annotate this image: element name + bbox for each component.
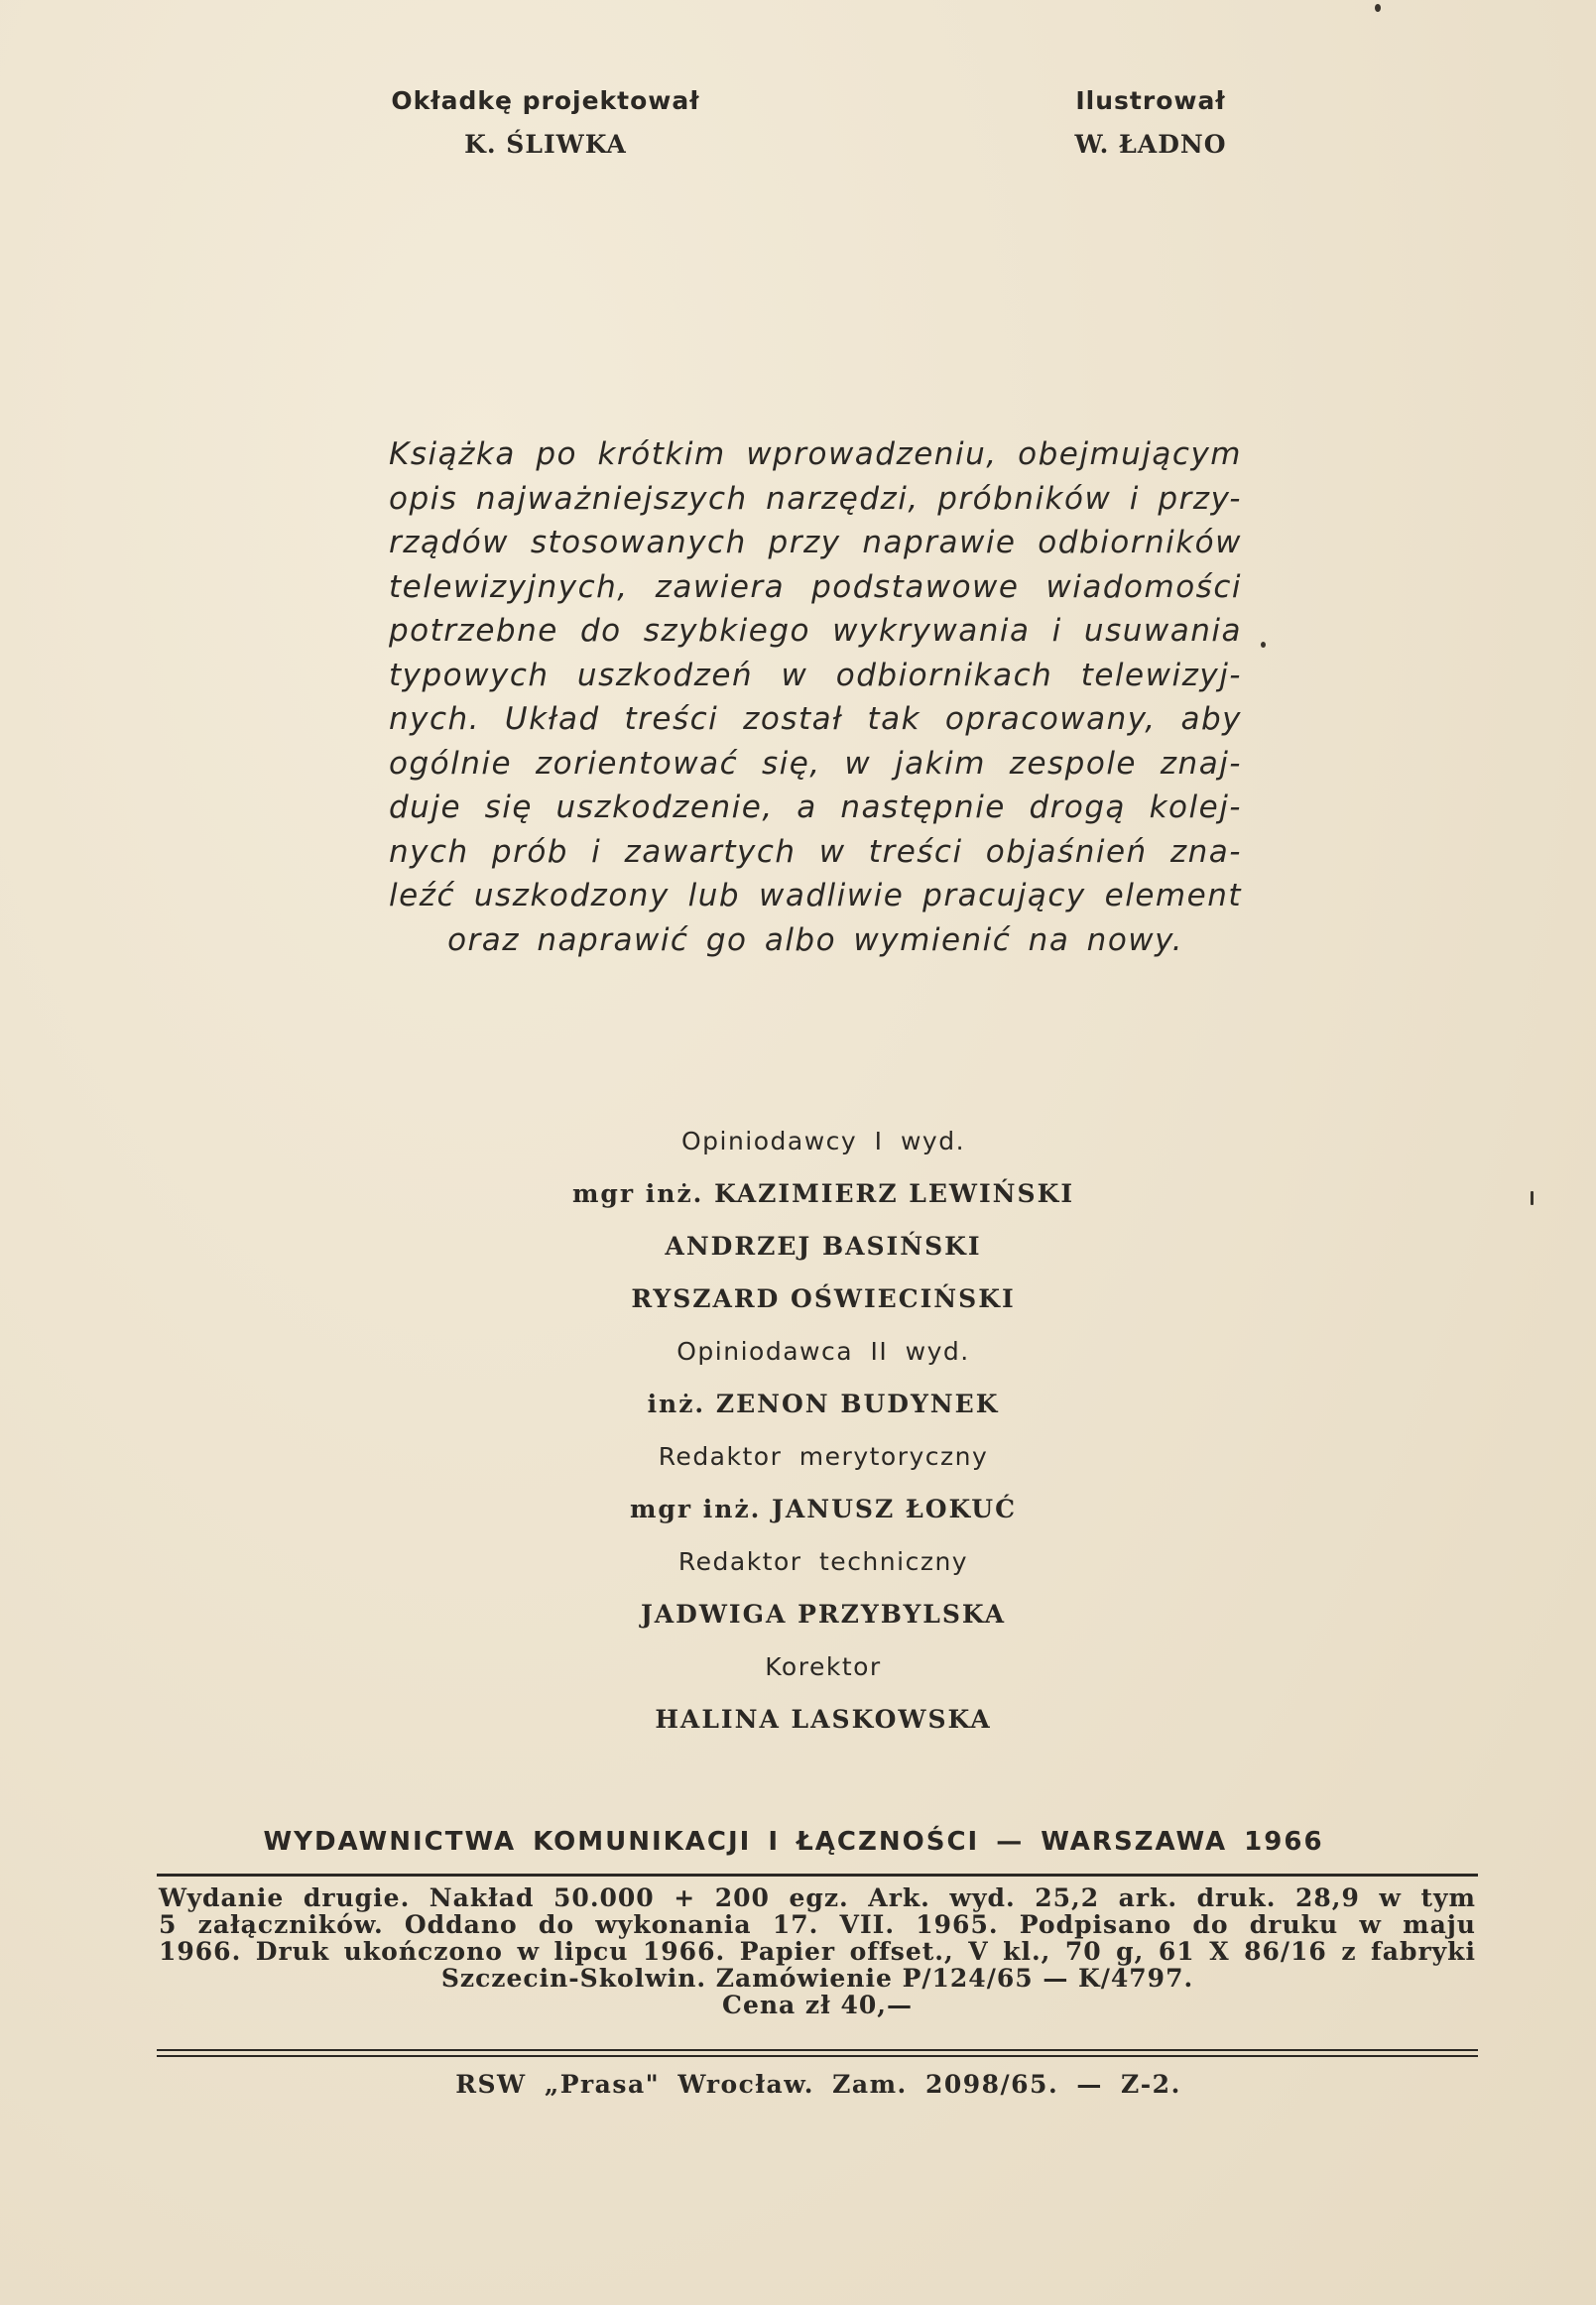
paper-speck: [1531, 1191, 1534, 1205]
proofreader-label: Korektor: [765, 1652, 882, 1681]
illustrator-credit: [992, 79, 1309, 167]
second-edition-reviewer-name: inż. ZENON BUDYNEK: [647, 1390, 1000, 1418]
content-editor-name: mgr inż. JANUSZ ŁOKUĆ: [629, 1495, 1018, 1523]
summary-line: typowych uszkodzeń w odbiornikach telewizyj-: [389, 657, 1242, 693]
reviewer-name: ANDRZEJ BASIŃSKI: [665, 1232, 982, 1261]
illustrator-name: W. ŁADNO: [1074, 130, 1227, 159]
proofreader-name: HALINA LASKOWSKA: [655, 1705, 992, 1734]
paper-speck: [1375, 4, 1381, 12]
reviewer-name: mgr inż. KAZIMIERZ LEWIŃSKI: [571, 1179, 1075, 1208]
summary-line: rządów stosowanych przy naprawie odbiorników: [389, 525, 1242, 560]
summary-line: telewizyjnych, zawiera podstawowe wiadomości: [389, 568, 1242, 605]
summary-line: nych prób i zawartych w treści objaśnień zna-: [389, 833, 1242, 870]
printing-line: Szczecin-Skolwin. Zamówienie P/124/65 — K/4797.: [440, 1964, 1194, 1993]
summary-line: ogólnie zorientować się, w jakim zespole znaj-: [389, 745, 1242, 782]
printing-line: Wydanie drugie. Nakład 50.000 + 200 egz. Ark. wyd. 25,2 ark. druk. 28,9 w tym: [159, 1883, 1476, 1912]
editorial-staff: [397, 1115, 1250, 1746]
paper-speck: [1261, 642, 1266, 648]
illustrator-role: Ilustrował: [1075, 86, 1226, 115]
printing-details: [159, 1884, 1476, 2018]
summary-line: opis najważniejszych narzędzi, próbników i przy-: [389, 480, 1242, 517]
printer-imprint: RSW „Prasa" Wrocław. Zam. 2098/65. — Z-2.: [455, 2070, 1181, 2099]
summary-line: duje się uszkodzenie, a następnie drogą kolej-: [389, 789, 1242, 825]
summary-line: nych. Układ treści został tak opracowany, aby: [389, 701, 1242, 737]
summary-line: potrzebne do szybkiego wykrywania i usuwania: [389, 613, 1242, 649]
price-line: Cena zł 40,—: [722, 1991, 913, 2019]
technical-editor-name: JADWIGA PRZYBYLSKA: [640, 1600, 1007, 1629]
book-summary: [389, 432, 1242, 962]
double-divider-rule-bottom: [157, 2055, 1478, 2057]
second-edition-reviewer-label: Opiniodawca II wyd.: [676, 1337, 970, 1366]
summary-line: oraz naprawić go albo wymienić na nowy.: [447, 921, 1183, 958]
double-divider-rule-top: [157, 2049, 1478, 2051]
summary-line: leźć uszkodzony lub wadliwie pracujący element: [389, 878, 1242, 913]
cover-designer-credit: [337, 79, 754, 167]
cover-designer-name: K. ŚLIWKA: [464, 130, 627, 159]
technical-editor-label: Redaktor techniczny: [677, 1547, 969, 1576]
printing-line: 1966. Druk ukończono w lipcu 1966. Papier offset., V kl., 70 g, 61 X 86/16 z fabryki: [159, 1937, 1476, 1966]
cover-designer-role: Okładkę projektował: [391, 86, 700, 115]
printing-line: 5 załączników. Oddano do wykonania 17. VII. 1965. Podpisano do druku w maju: [159, 1910, 1476, 1939]
publisher-line: WYDAWNICTWA KOMUNIKACJI I ŁĄCZNOŚCI — WARSZAWA 1966: [263, 1827, 1324, 1857]
first-edition-reviewers-label: Opiniodawcy I wyd.: [680, 1127, 966, 1155]
summary-line: Książka po krótkim wprowadzeniu, obejmującym: [389, 436, 1242, 472]
reviewer-name: RYSZARD OŚWIECIŃSKI: [631, 1284, 1016, 1313]
divider-rule: [157, 1874, 1478, 1877]
content-editor-label: Redaktor merytoryczny: [658, 1442, 989, 1471]
